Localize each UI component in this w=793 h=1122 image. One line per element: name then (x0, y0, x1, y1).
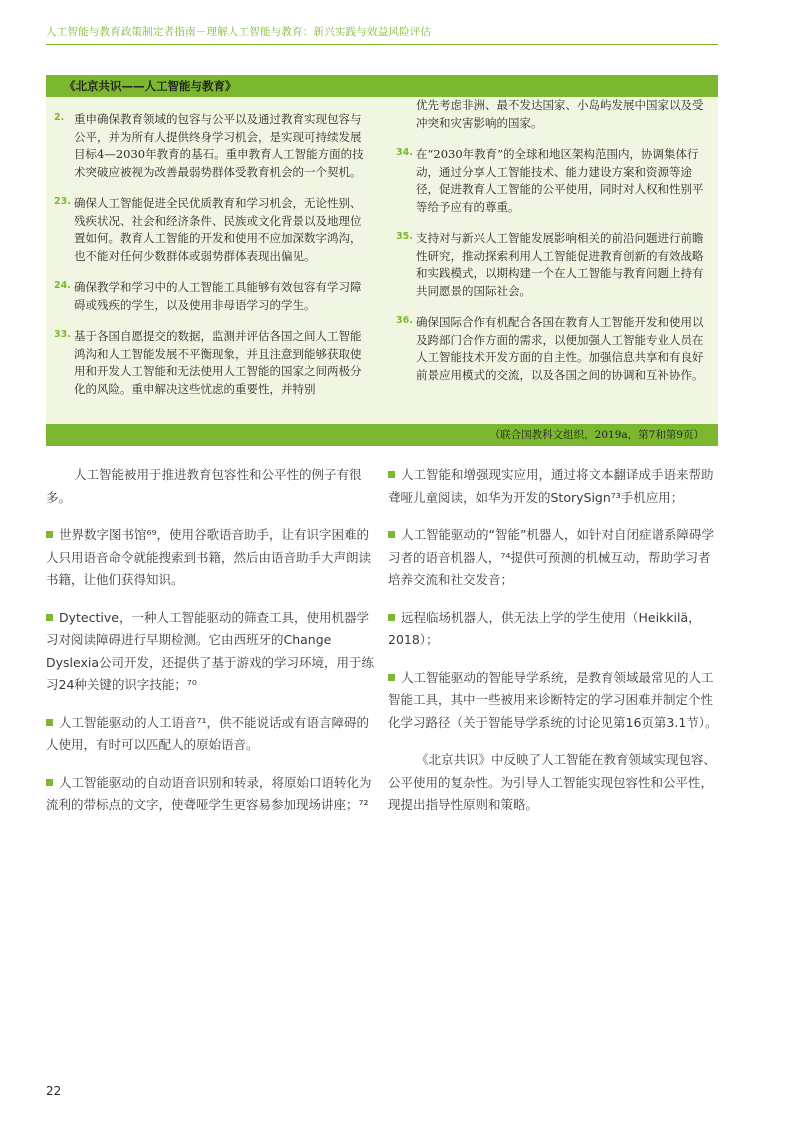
bullet-text: 人工智能驱动的人工语音⁷¹，供不能说话或有语言障碍的人使用，有时可以匹配人的原始语音。 (46, 714, 370, 752)
bullet-paragraph (388, 524, 718, 592)
body-left-column (46, 464, 376, 832)
beijing-consensus-box (46, 75, 718, 446)
square-bullet-icon (46, 779, 53, 786)
item-text: 确保教学和学习中的人工智能工具能够有效包容有学习障碍或残疾的学生，以及使用非母语学习的学生。 (74, 280, 362, 312)
bullet-text: Dytective，一种人工智能驱动的筛查工具，使用机器学习对阅读障碍进行早期检测。它由西班牙的Change Dyslexia公司开发，还提供了基于游戏的学习环境，用于练习24种关键的识字技能；⁷⁰ (46, 609, 375, 692)
square-bullet-icon (388, 614, 395, 621)
item-number: 36. (396, 315, 413, 326)
item-text: 重申确保教育领域的包容与公平以及通过教育实现包容与公平，并为所有人提供终身学习机会，是实现可持续发展目标4—2030年教育的基石。重申教育人工智能方面的技术突破应被视为改善最弱势群体受教育机会的一个契机。 (74, 112, 364, 179)
item-text: 在“2030年教育”的全球和地区架构范围内，协调集体行动，通过分享人工智能技术、能力建设方案和资源等途径，促进教育人工智能的公平使用，同时对人权和性别平等给予应有的尊重。 (416, 147, 704, 214)
bullet-paragraph (388, 464, 718, 509)
box-left-column (54, 111, 364, 412)
consensus-item (54, 111, 364, 181)
bullet-text: 人工智能驱动的自动语音识别和转录，将原始口语转化为流利的带标点的文字，使聋哑学生更容易参加现场讲座；⁷² (46, 774, 372, 812)
square-bullet-icon (388, 471, 395, 478)
bullet-text: 人工智能驱动的智能导学系统，是教育领域最常见的人工智能工具，其中一些被用来诊断特定的学习困难并制定个性化学习路径（关于智能导学系统的讨论见第16页第3.1节）。 (388, 669, 718, 730)
item-number: 24. (54, 280, 71, 291)
item-number: 2. (54, 112, 65, 123)
bullet-paragraph (46, 607, 376, 697)
box-columns (46, 97, 718, 424)
closing-paragraph: 《北京共识》中反映了人工智能在教育领域实现包容、公平使用的复杂性。为引导人工智能实现包容性和公平性，现提出指导性原则和策略。 (388, 752, 717, 812)
bullet-paragraph (46, 712, 376, 757)
item-text: 支持对与新兴人工智能发展影响相关的前沿问题进行前瞻性研究，推动探索利用人工智能促进教育创新的有效战略和实践模式，以期构建一个在人工智能与教育问题上持有共同愿景的国际社会。 (416, 231, 704, 298)
consensus-item (54, 195, 364, 265)
bullet-text: 人工智能驱动的“智能”机器人，如针对自闭症谱系障碍学习者的语音机器人，⁷⁴提供可预测的机械互动，帮助学习者培养交流和社交发音； (388, 527, 714, 587)
box-right-column (396, 97, 706, 398)
consensus-item (396, 146, 706, 216)
consensus-item (54, 279, 364, 314)
consensus-item (396, 314, 706, 384)
consensus-item (396, 230, 706, 300)
bullet-text: 人工智能和增强现实应用，通过将文本翻译成手语来帮助聋哑儿童阅读，如华为开发的StorySign⁷³手机应用； (388, 467, 714, 505)
bullet-paragraph (46, 772, 376, 817)
bullet-paragraph (46, 524, 376, 592)
square-bullet-icon (46, 614, 53, 621)
item-text: 确保国际合作有机配合各国在教育人工智能开发和使用以及跨部门合作方面的需求，以便加强人工智能专业人员在人工智能技术开发方面的自主性。加强信息共享和有良好前景应用模式的交流，以及各国之间的协调和互补协作。 (416, 315, 704, 382)
consensus-item (54, 328, 364, 398)
box-source-citation: （联合国教科文组织，2019a，第7和第9页） (489, 429, 704, 441)
item-text: 基于各国自愿提交的数据，监测并评估各国之间人工智能鸿沟和人工智能发展不平衡现象，并且注意到能够获取使用和开发人工智能和无法使用人工智能的国家之间两极分化的风险。重申解决这些忧虑的重要性，并特别 (74, 329, 362, 396)
intro-paragraph: 人工智能被用于推进教育包容性和公平性的例子有很多。 (46, 467, 362, 505)
page-number: 22 (46, 1084, 62, 1098)
item-number: 23. (54, 196, 71, 207)
item-number: 35. (396, 231, 413, 242)
box-source-bar (46, 424, 718, 446)
box-title: 《北京共识——人工智能与教育》 (46, 75, 718, 97)
running-header: 人工智能与教育政策制定者指南－理解人工智能与教育：新兴实践与效益风险评估 (46, 26, 432, 38)
bullet-text: 世界数字图书馆⁶⁹，使用谷歌语音助手，让有识字困难的人只用语音命令就能搜索到书籍，然后由语音助手大声朗读书籍，让他们获得知识。 (46, 527, 372, 587)
square-bullet-icon (46, 719, 53, 726)
bullet-paragraph (388, 607, 718, 652)
bullet-text: 远程临场机器人，供无法上学的学生使用（Heikkilä，2018）； (388, 609, 701, 647)
header-rule (46, 44, 718, 45)
square-bullet-icon (388, 674, 395, 681)
item-number: 34. (396, 147, 413, 158)
square-bullet-icon (46, 531, 53, 538)
square-bullet-icon (388, 531, 395, 538)
bullet-paragraph (388, 667, 718, 735)
body-right-column (388, 464, 718, 832)
item-continuation: 优先考虑非洲、最不发达国家、小岛屿发展中国家以及受冲突和灾害影响的国家。 (416, 98, 704, 130)
item-number: 33. (54, 329, 71, 340)
item-text: 确保人工智能促进全民优质教育和学习机会，无论性别、残疾状况、社会和经济条件、民族或文化背景以及地理位置如何。教育人工智能的开发和使用不应加深数字鸿沟，也不能对任何少数群体或弱势群体表现出偏见。 (74, 196, 362, 263)
